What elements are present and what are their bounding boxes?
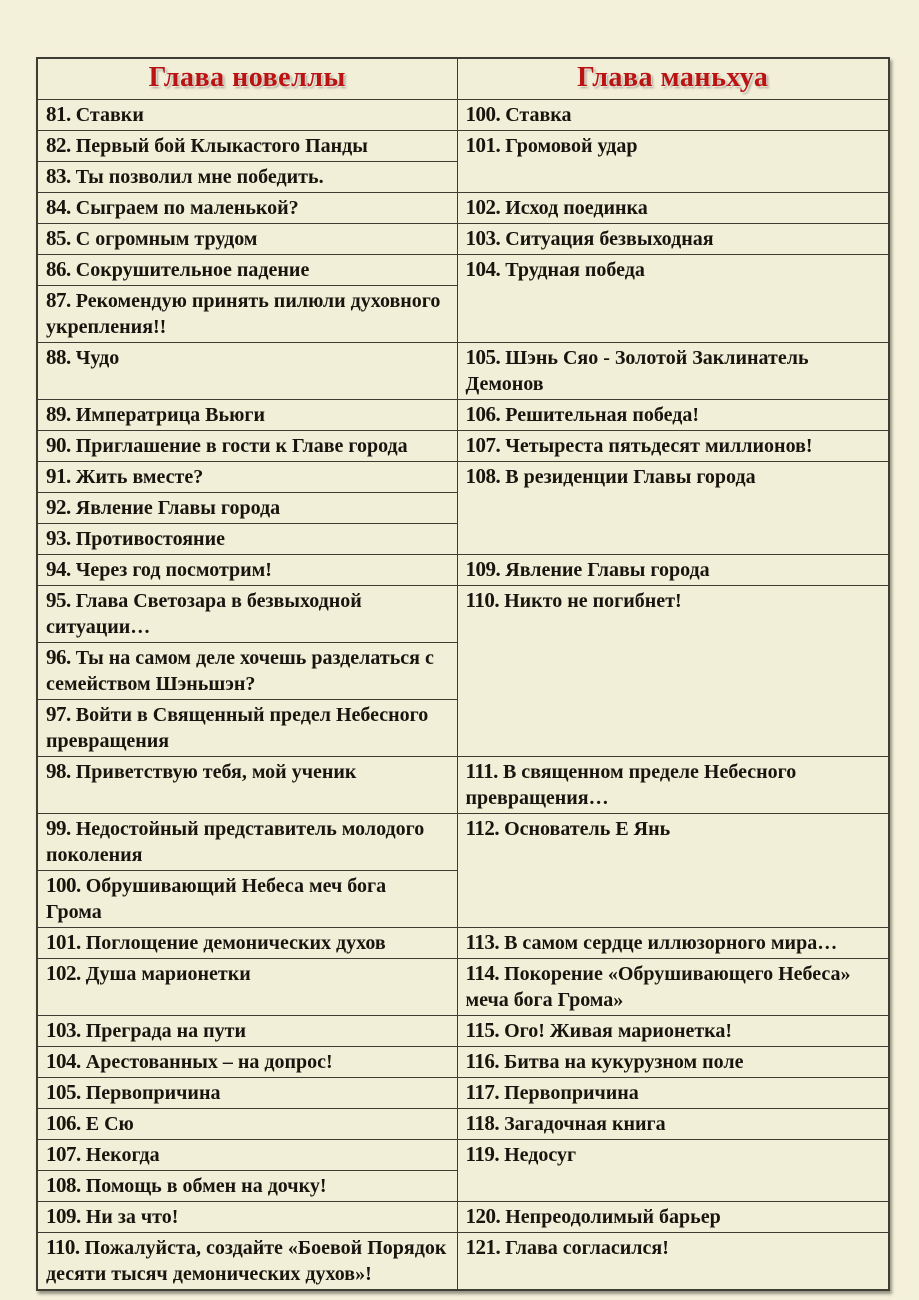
manhua-chapter-cell [457, 1109, 889, 1140]
table-row [37, 431, 889, 462]
chapter-number: 82. [46, 133, 71, 157]
chapter-title: Ого! Живая марионетка! [504, 1020, 733, 1042]
novel-chapter-cell [37, 1140, 457, 1171]
chapter-number: 101. [465, 133, 501, 157]
chapter-number: 103. [46, 1018, 81, 1042]
novel-chapter-cell [37, 1078, 457, 1109]
chapter-number: 104. [46, 1049, 81, 1073]
chapter-number: 106. [46, 1111, 81, 1135]
chapter-title: Чудо [75, 347, 120, 369]
chapter-title: Поглощение демонических духов [85, 932, 386, 954]
chapter-title: Ты на самом деле хочешь разделаться с семейством Шэньшэн? [46, 647, 434, 695]
novel-chapter-cell [37, 700, 457, 757]
novel-chapter-cell [37, 871, 457, 928]
manhua-chapter-cell [457, 343, 889, 400]
chapter-number: 83. [46, 164, 71, 188]
chapter-number: 109. [46, 1204, 81, 1228]
chapter-number: 89. [46, 402, 71, 426]
manhua-chapter-cell [457, 1047, 889, 1078]
novel-chapter-cell [37, 1202, 457, 1233]
novel-chapter-cell [37, 431, 457, 462]
manhua-chapter-cell [457, 814, 889, 928]
chapter-title: Битва на кукурузном поле [504, 1051, 744, 1073]
chapter-title: Приглашение в гости к Главе города [75, 435, 408, 457]
manhua-chapter-cell [457, 555, 889, 586]
chapter-number: 97. [46, 702, 71, 726]
chapter-number: 100. [46, 873, 81, 897]
novel-chapter-cell [37, 1171, 457, 1202]
chapter-number: 98. [46, 759, 71, 783]
novel-chapter-cell [37, 757, 457, 814]
novel-chapter-cell [37, 1109, 457, 1140]
chapter-title: Глава Светозара в безвыходной ситуации… [46, 590, 362, 638]
chapter-number: 107. [465, 433, 501, 457]
chapter-title: Исход поединка [505, 197, 648, 219]
chapter-number: 109. [465, 557, 501, 581]
chapter-title: Приветствую тебя, мой ученик [75, 761, 357, 783]
chapter-number: 94. [46, 557, 71, 581]
manhua-chapter-cell [457, 1140, 889, 1202]
chapter-number: 118. [465, 1111, 500, 1135]
chapter-number: 110. [465, 588, 500, 612]
novel-chapter-cell [37, 493, 457, 524]
manhua-chapter-cell [457, 131, 889, 193]
table-row [37, 814, 889, 871]
table-row [37, 193, 889, 224]
chapter-title: Помощь в обмен на дочку! [85, 1175, 327, 1197]
chapter-number: 120. [465, 1204, 501, 1228]
chapter-title: Е Сю [85, 1113, 134, 1135]
manhua-chapter-cell [457, 255, 889, 343]
novel-chapter-cell [37, 928, 457, 959]
chapter-title: Через год посмотрим! [75, 559, 272, 581]
chapter-number: 113. [465, 930, 500, 954]
table-row [37, 100, 889, 131]
novel-chapter-cell [37, 1047, 457, 1078]
chapter-number: 108. [465, 464, 501, 488]
chapter-title: Сокрушительное падение [75, 259, 310, 281]
manhua-chapter-cell [457, 586, 889, 757]
chapter-number: 117. [465, 1080, 500, 1104]
chapter-number: 105. [465, 345, 501, 369]
novel-chapter-cell [37, 400, 457, 431]
chapter-number: 105. [46, 1080, 81, 1104]
chapter-number: 84. [46, 195, 71, 219]
chapter-number: 115. [465, 1018, 500, 1042]
manhua-chapter-cell [457, 431, 889, 462]
chapter-title: Ставки [75, 104, 144, 126]
manhua-chapter-cell [457, 959, 889, 1016]
chapter-number: 92. [46, 495, 71, 519]
novel-chapter-cell [37, 959, 457, 1016]
table-row [37, 131, 889, 162]
novel-chapter-cell [37, 524, 457, 555]
novel-chapter-cell [37, 162, 457, 193]
table-row [37, 1078, 889, 1109]
chapter-number: 100. [465, 102, 501, 126]
chapter-title: Покорение «Обрушивающего Небеса» меча бога Грома» [465, 963, 851, 1011]
chapter-title: Преграда на пути [85, 1020, 247, 1042]
chapter-title: Четыреста пятьдесят миллионов! [505, 435, 813, 457]
table-row [37, 928, 889, 959]
table-row [37, 400, 889, 431]
chapter-title: Императрица Вьюги [75, 404, 265, 426]
chapter-title: Глава согласился! [505, 1237, 669, 1259]
chapter-number: 104. [465, 257, 501, 281]
chapter-number: 91. [46, 464, 71, 488]
table-row [37, 1016, 889, 1047]
chapter-number: 111. [465, 759, 498, 783]
novel-chapter-cell [37, 286, 457, 343]
table-row [37, 1109, 889, 1140]
novel-chapter-cell [37, 131, 457, 162]
chapter-title: Обрушивающий Небеса меч бога Грома [46, 875, 387, 923]
novel-chapter-cell [37, 100, 457, 131]
manhua-chapter-cell [457, 757, 889, 814]
chapter-number: 93. [46, 526, 71, 550]
chapter-title: В священном пределе Небесного превращения… [465, 761, 797, 809]
novel-chapter-cell [37, 1233, 457, 1291]
table-row [37, 959, 889, 1016]
chapter-title: Недостойный представитель молодого поколения [46, 818, 425, 866]
chapter-number: 106. [465, 402, 501, 426]
chapter-title: Непреодолимый барьер [505, 1206, 721, 1228]
chapter-title: В самом сердце иллюзорного мира… [504, 932, 838, 954]
novel-chapter-cell [37, 224, 457, 255]
chapter-title: Жить вместе? [75, 466, 204, 488]
chapter-title: Первопричина [504, 1082, 639, 1104]
chapter-title: Противостояние [75, 528, 225, 550]
chapter-title: С огромным трудом [75, 228, 258, 250]
chapter-title: Загадочная книга [504, 1113, 666, 1135]
table-row [37, 1140, 889, 1171]
chapter-number: 103. [465, 226, 501, 250]
manhua-chapter-cell [457, 462, 889, 555]
chapter-title: Основатель Е Янь [504, 818, 671, 840]
chapter-number: 81. [46, 102, 71, 126]
novel-chapter-cell [37, 255, 457, 286]
chapter-title: Войти в Священный предел Небесного превращения [46, 704, 429, 752]
chapter-title: Решительная победа! [505, 404, 699, 426]
chapter-title: Ни за что! [85, 1206, 179, 1228]
chapter-title: Явление Главы города [505, 559, 710, 581]
chapter-number: 116. [465, 1049, 500, 1073]
table-row [37, 555, 889, 586]
novel-chapter-cell [37, 586, 457, 643]
chapter-number: 119. [465, 1142, 500, 1166]
manhua-chapter-cell [457, 928, 889, 959]
chapter-title: Ты позволил мне победить. [75, 166, 324, 188]
chapter-title: Явление Главы города [75, 497, 281, 519]
novel-chapter-cell [37, 814, 457, 871]
table-row [37, 343, 889, 400]
chapter-number: 107. [46, 1142, 81, 1166]
manhua-chapter-cell [457, 193, 889, 224]
manhua-chapter-cell [457, 400, 889, 431]
chapter-number: 95. [46, 588, 71, 612]
table-row [37, 462, 889, 493]
chapter-number: 112. [465, 816, 500, 840]
manhua-chapter-cell [457, 1233, 889, 1291]
novel-chapter-cell [37, 462, 457, 493]
chapter-title: Некогда [85, 1144, 160, 1166]
manhua-chapter-cell [457, 1016, 889, 1047]
manhua-chapter-cell [457, 1202, 889, 1233]
header-row [37, 58, 889, 100]
chapter-title: Трудная победа [505, 259, 645, 281]
table-row [37, 586, 889, 643]
chapter-number: 110. [46, 1235, 80, 1259]
chapter-number: 86. [46, 257, 71, 281]
chapter-number: 108. [46, 1173, 81, 1197]
chapter-number: 90. [46, 433, 71, 457]
chapter-number: 121. [465, 1235, 501, 1259]
novel-chapter-cell [37, 555, 457, 586]
chapter-comparison-table [36, 57, 890, 1291]
chapter-title: Пожалуйста, создайте «Боевой Порядок десяти тысяч демонических духов»! [46, 1237, 447, 1285]
chapter-title: Сыграем по маленькой? [75, 197, 299, 219]
chapter-title: Первопричина [85, 1082, 221, 1104]
novel-chapter-cell [37, 343, 457, 400]
novel-chapter-cell [37, 193, 457, 224]
chapter-title: Ставка [505, 104, 572, 126]
chapter-title: Первый бой Клыкастого Панды [75, 135, 368, 157]
chapter-title: Недосуг [504, 1144, 577, 1166]
table-row [37, 224, 889, 255]
novel-chapter-cell [37, 1016, 457, 1047]
table-row [37, 757, 889, 814]
chapter-number: 102. [46, 961, 81, 985]
table-row [37, 1047, 889, 1078]
novel-chapter-cell [37, 643, 457, 700]
manhua-chapter-cell [457, 224, 889, 255]
chapter-number: 99. [46, 816, 71, 840]
chapter-table-body [37, 100, 889, 1291]
chapter-number: 102. [465, 195, 501, 219]
chapter-title: Шэнь Сяо - Золотой Заклинатель Демонов [465, 347, 809, 395]
table-row [37, 255, 889, 286]
chapter-title: Душа марионетки [85, 963, 251, 985]
table-row [37, 1202, 889, 1233]
manhua-column-header: Глава маньхуа [457, 58, 889, 100]
novel-column-header: Глава новеллы [37, 58, 457, 100]
chapter-title: Рекомендую принять пилюли духовного укрепления!! [46, 290, 441, 338]
chapter-number: 101. [46, 930, 81, 954]
chapter-number: 114. [465, 961, 500, 985]
chapter-number: 87. [46, 288, 71, 312]
chapter-number: 88. [46, 345, 71, 369]
table-row [37, 1233, 889, 1291]
chapter-title: Арестованных – на допрос! [85, 1051, 333, 1073]
manhua-chapter-cell [457, 1078, 889, 1109]
chapter-number: 96. [46, 645, 71, 669]
chapter-title: Ситуация безвыходная [505, 228, 714, 250]
chapter-number: 85. [46, 226, 71, 250]
chapter-title: Громовой удар [505, 135, 638, 157]
chapter-title: Никто не погибнет! [504, 590, 682, 612]
manhua-chapter-cell [457, 100, 889, 131]
chapter-title: В резиденции Главы города [505, 466, 756, 488]
